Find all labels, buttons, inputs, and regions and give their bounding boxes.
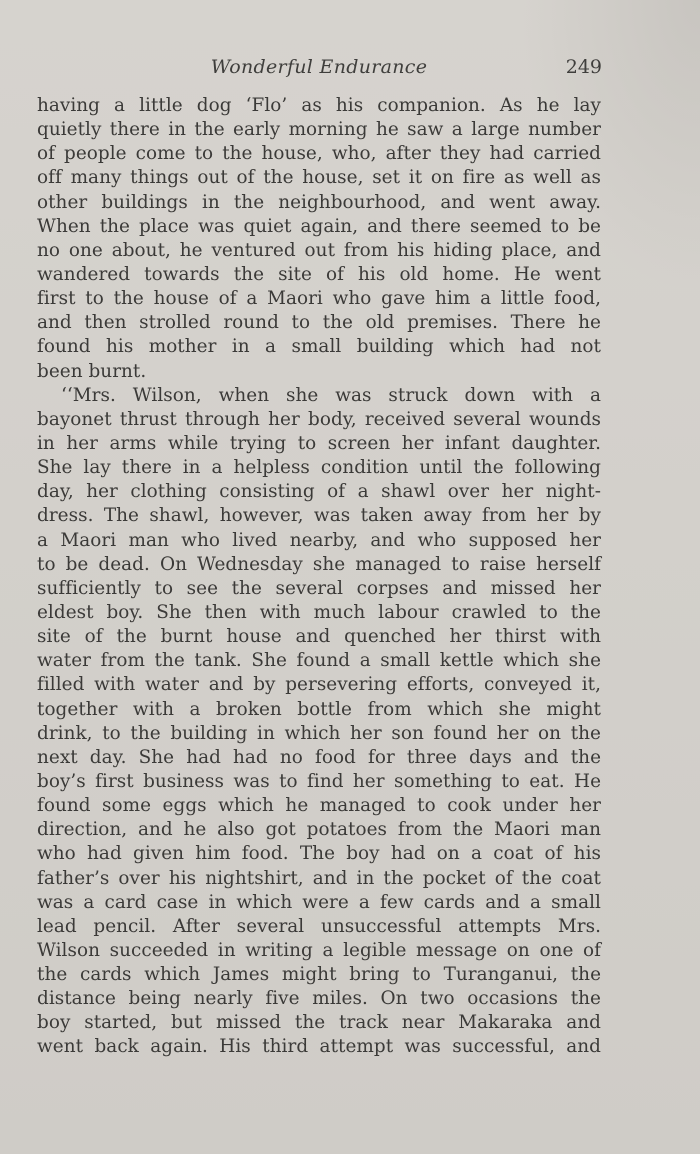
text-line: sufficiently to see the several corpses and missed her xyxy=(37,577,601,599)
text-line: in her arms while trying to screen her infant daughter. xyxy=(37,432,601,454)
text-line: no one about, he ventured out from his hiding place, and xyxy=(37,239,601,261)
text-line: Wilson succeeded in writing a legible message on one of xyxy=(37,939,601,961)
text-line: distance being nearly five miles. On two occasions the xyxy=(37,988,601,1010)
running-title: Wonderful Endurance xyxy=(210,56,428,78)
text-line: other buildings in the neighbourhood, and went away. xyxy=(37,191,601,213)
running-header xyxy=(36,56,602,84)
text-line: water from the tank. She found a small kettle which she xyxy=(37,650,601,672)
text-line: first to the house of a Maori who gave him a little food, xyxy=(37,288,601,310)
text-line: together with a broken bottle from which she might xyxy=(37,698,601,720)
text-line: to be dead. On Wednesday she managed to raise herself xyxy=(37,553,601,575)
text-line: who had given him food. The boy had on a coat of his xyxy=(37,843,601,865)
text-line: of people come to the house, who, after they had carried xyxy=(37,143,601,165)
text-line: quietly there in the early morning he saw a large number xyxy=(37,119,601,141)
text-line: the cards which James might bring to Turanganui, the xyxy=(37,964,601,986)
paragraph xyxy=(37,384,601,1060)
text-line: father’s over his nightshirt, and in the pocket of the coat xyxy=(37,867,601,889)
text-line: having a little dog ‘Flo’ as his companion. As he lay xyxy=(37,95,601,116)
text-line: lead pencil. After several unsuccessful attempts Mrs. xyxy=(37,915,601,937)
text-line: dress. The shawl, however, was taken away from her by xyxy=(37,505,601,527)
text-line: been burnt. xyxy=(37,360,147,382)
text-line: found some eggs which he managed to cook under her xyxy=(37,795,601,817)
text-line: bayonet thrust through her body, received several wounds xyxy=(37,408,601,430)
text-line: boy’s first business was to find her something to eat. He xyxy=(37,770,601,792)
text-line: next day. She had had no food for three days and the xyxy=(37,746,601,768)
text-line: ‘‘Mrs. Wilson, when she was struck down with a xyxy=(61,384,601,406)
text-line: off many things out of the house, set it on fire as well as xyxy=(37,167,601,189)
text-line: eldest boy. She then with much labour crawled to the xyxy=(37,601,601,623)
text-line: site of the burnt house and quenched her thirst with xyxy=(37,626,601,648)
text-line: When the place was quiet again, and there seemed to be xyxy=(37,215,601,237)
text-line: day, her clothing consisting of a shawl over her night- xyxy=(37,481,601,503)
text-line: a Maori man who lived nearby, and who supposed her xyxy=(37,529,601,551)
text-line: went back again. His third attempt was successful, and xyxy=(37,1036,601,1058)
text-line: direction, and he also got potatoes from the Maori man xyxy=(37,819,601,841)
text-line: drink, to the building in which her son found her on the xyxy=(37,722,601,744)
text-line: She lay there in a helpless condition until the following xyxy=(37,457,601,479)
text-line: and then strolled round to the old premises. There he xyxy=(37,312,601,334)
body-text xyxy=(37,94,601,1060)
text-line: filled with water and by persevering efforts, conveyed it, xyxy=(37,674,601,696)
paragraph xyxy=(37,94,601,384)
text-line: wandered towards the site of his old home. He went xyxy=(37,263,601,285)
text-line: was a card case in which were a few cards and a small xyxy=(37,891,601,913)
page-number: 249 xyxy=(565,56,602,78)
text-line: boy started, but missed the track near Makaraka and xyxy=(37,1012,601,1034)
text-line: found his mother in a small building which had not xyxy=(37,336,601,358)
